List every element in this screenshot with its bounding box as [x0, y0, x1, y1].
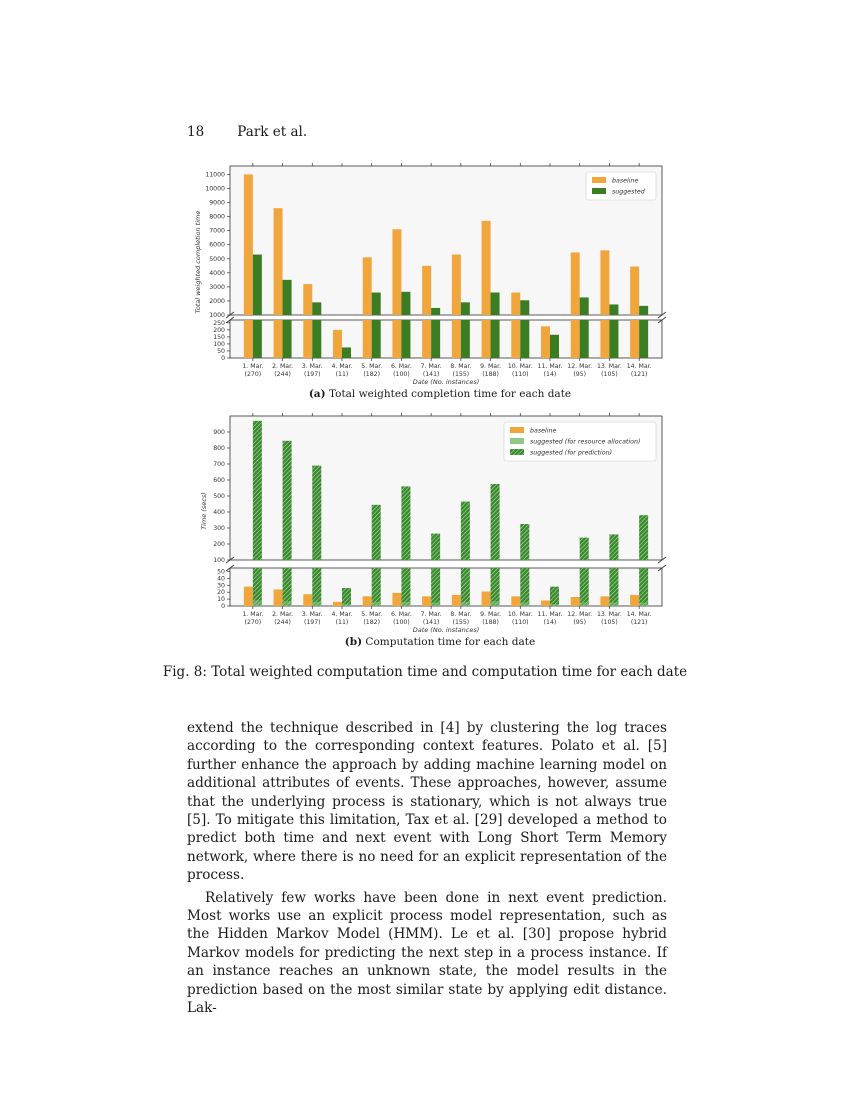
bar-suggested-prediction [372, 568, 381, 606]
x-tick-instances: (244) [274, 619, 291, 626]
bar-baseline [392, 320, 401, 358]
y-tick-label: 600 [213, 477, 225, 484]
bar-suggested-resource [312, 602, 321, 606]
bar-suggested [312, 320, 321, 358]
x-tick-instances: (105) [601, 371, 618, 378]
bar-suggested-prediction [431, 568, 440, 606]
x-tick-label: 9. Mar. [480, 363, 502, 370]
bar-suggested [431, 308, 440, 315]
bar-suggested [372, 320, 381, 358]
paragraph-1: extend the technique described in [4] by clustering the log traces according to the corresponding context features. Polato et al. [5] further enhance the approach by adding machine learning model on additional attributes of events. These approaches, however, assume that the underlying process is stationary, which is not always true [5]. To mitigate this limitation, Tax et al. [29] developed a method to predict both time and next event with Long Short Term Memory network, where there is no need for an explicit representation of the process. [187, 720, 667, 884]
x-tick-label: 7. Mar. [420, 611, 442, 618]
y-tick-label: 40 [217, 575, 225, 583]
bar-baseline [600, 320, 609, 358]
x-tick-instances: (110) [511, 371, 529, 378]
bar-suggested [461, 302, 470, 315]
bar-suggested-prediction [312, 466, 321, 560]
y-tick-label: 200 [213, 326, 225, 334]
chart-lower-panel [230, 568, 662, 606]
bar-baseline [630, 595, 639, 606]
legend [586, 172, 656, 200]
bar-suggested-resource [431, 603, 440, 606]
chart-lower-panel [230, 320, 662, 358]
x-tick-instances: (110) [511, 619, 529, 626]
bar-baseline [511, 596, 520, 606]
bar-suggested-prediction [639, 515, 648, 560]
y-axis-label: Time (secs) [200, 492, 208, 530]
bar-baseline [630, 320, 639, 358]
legend-swatch [510, 438, 524, 444]
y-tick-label: 8000 [209, 213, 225, 221]
legend-label: suggested (for prediction) [530, 449, 613, 457]
x-tick-label: 10. Mar. [507, 363, 533, 370]
bar-baseline [363, 257, 372, 315]
bar-suggested-prediction [372, 505, 381, 560]
bar-baseline [482, 221, 491, 315]
x-tick-label: 4. Mar. [331, 611, 353, 618]
x-tick-instances: (197) [303, 619, 321, 626]
y-tick-label: 20 [217, 589, 225, 597]
legend-swatch [510, 427, 524, 433]
x-tick-label: 2. Mar. [272, 611, 294, 618]
x-tick-instances: (182) [363, 619, 381, 626]
x-tick-label: 8. Mar. [450, 363, 472, 370]
x-tick-label: 10. Mar. [507, 611, 533, 618]
bar-baseline [541, 600, 550, 606]
running-title: Park et al. [237, 124, 308, 140]
x-tick-instances: (100) [393, 619, 410, 626]
bar-suggested-prediction [342, 588, 351, 606]
y-tick-label: 500 [213, 493, 225, 500]
bar-baseline [511, 320, 520, 358]
y-tick-label: 150 [213, 333, 225, 341]
x-tick-label: 1. Mar. [242, 611, 264, 618]
legend-box [586, 172, 656, 200]
x-tick-instances: (270) [244, 619, 262, 626]
bar-suggested-resource [253, 600, 262, 606]
bar-suggested [372, 293, 381, 315]
x-tick-instances: (105) [601, 619, 618, 626]
bar-baseline [571, 320, 580, 358]
y-tick-label: 2000 [209, 297, 225, 305]
page-header [187, 124, 307, 140]
y-tick-label: 700 [213, 461, 225, 468]
y-tick-label: 50 [217, 347, 225, 355]
bar-suggested-prediction [312, 568, 321, 606]
bar-suggested-prediction [550, 587, 559, 606]
bar-baseline [363, 320, 372, 358]
bar-suggested-prediction [283, 441, 292, 560]
bar-baseline [303, 594, 312, 606]
bar-suggested-prediction [401, 486, 410, 560]
y-axis-label: Total weighted completion time [194, 210, 202, 314]
x-tick-instances: (141) [422, 371, 440, 378]
figure-caption: Fig. 8: Total weighted computation time and computation time for each date [162, 664, 688, 680]
bar-baseline [333, 602, 342, 606]
bar-suggested-prediction [580, 568, 589, 606]
bar-suggested-resource [342, 604, 351, 606]
legend-label: suggested (for resource allocation) [530, 438, 641, 446]
bar-baseline [422, 320, 431, 358]
x-tick-instances: (155) [452, 371, 470, 378]
y-tick-label: 200 [213, 541, 225, 548]
x-tick-instances: (11) [335, 371, 349, 378]
x-tick-instances: (100) [393, 371, 410, 378]
y-tick-label: 3000 [209, 283, 225, 291]
bar-suggested-prediction [431, 534, 440, 560]
y-tick-label: 250 [213, 319, 225, 327]
y-tick-label: 11000 [205, 171, 225, 179]
x-tick-label: 6. Mar. [390, 611, 412, 618]
bar-baseline [363, 596, 372, 606]
y-tick-label: 100 [213, 557, 225, 564]
bar-suggested-prediction [609, 568, 618, 606]
bar-suggested-resource [461, 602, 470, 606]
x-tick-instances: (155) [452, 619, 470, 626]
bar-suggested-resource [639, 603, 648, 606]
y-tick-label: 4000 [209, 269, 225, 277]
x-tick-label: 6. Mar. [390, 363, 412, 370]
x-tick-instances: (188) [482, 371, 499, 378]
legend-label: baseline [530, 427, 557, 435]
y-tick-label: 300 [213, 525, 225, 532]
subfigure-a-label: (a) [308, 388, 326, 400]
bar-suggested-prediction [461, 502, 470, 560]
x-tick-label: 7. Mar. [420, 363, 442, 370]
x-tick-instances: (11) [335, 619, 349, 626]
subfigure-a-caption-text: Total weighted completion time for each date [328, 388, 572, 400]
y-tick-label: 7000 [209, 227, 225, 235]
bar-baseline [600, 250, 609, 315]
bar-suggested [253, 320, 262, 358]
x-tick-label: 4. Mar. [331, 363, 353, 370]
bar-suggested [609, 320, 618, 358]
bar-suggested [520, 300, 529, 315]
bar-suggested [283, 280, 292, 315]
bar-baseline [452, 595, 461, 606]
bar-suggested-prediction [609, 534, 618, 560]
bar-baseline [511, 293, 520, 315]
x-tick-label: 5. Mar. [361, 611, 383, 618]
y-tick-label: 100 [213, 340, 225, 348]
bar-baseline [422, 266, 431, 315]
x-tick-instances: (95) [573, 371, 587, 378]
x-tick-instances: (121) [630, 619, 648, 626]
x-tick-instances: (188) [482, 619, 499, 626]
bar-baseline [274, 320, 283, 358]
bar-suggested [342, 347, 351, 358]
bar-baseline [244, 587, 253, 606]
x-tick-label: 8. Mar. [450, 611, 472, 618]
legend-swatch [592, 188, 606, 194]
chart-b [0, 408, 850, 638]
x-tick-instances: (95) [573, 619, 587, 626]
bar-baseline [482, 320, 491, 358]
bar-baseline [392, 593, 401, 606]
y-tick-label: 0 [221, 355, 225, 362]
y-tick-label: 30 [217, 582, 225, 590]
bar-suggested-resource [520, 603, 529, 606]
page-number: 18 [187, 124, 205, 140]
bar-baseline [630, 267, 639, 315]
x-tick-instances: (197) [303, 371, 321, 378]
bar-suggested [520, 320, 529, 358]
y-tick-label: 10 [217, 596, 225, 604]
bar-baseline [422, 596, 431, 606]
y-tick-label: 9000 [209, 199, 225, 207]
bar-suggested [580, 320, 589, 358]
bar-suggested-prediction [491, 568, 500, 606]
bar-suggested [253, 255, 262, 315]
x-tick-label: 5. Mar. [361, 363, 383, 370]
bar-suggested [401, 320, 410, 358]
bar-baseline [274, 208, 283, 315]
bar-baseline [333, 330, 342, 358]
bar-suggested [491, 320, 500, 358]
y-tick-label: 5000 [209, 255, 225, 263]
legend [504, 422, 656, 461]
bar-suggested-resource [401, 602, 410, 606]
x-tick-instances: (141) [422, 619, 440, 626]
bar-suggested-prediction [580, 538, 589, 560]
bar-baseline [303, 284, 312, 315]
x-tick-instances: (244) [274, 371, 291, 378]
bar-baseline [452, 320, 461, 358]
bar-suggested [431, 320, 440, 358]
body-text [187, 719, 667, 1018]
bar-suggested-prediction [283, 568, 292, 606]
x-tick-label: 14. Mar. [626, 611, 652, 618]
bar-suggested [550, 335, 559, 358]
bar-suggested-prediction [253, 421, 262, 560]
x-tick-label: 12. Mar. [567, 611, 593, 618]
bar-suggested-resource [372, 602, 381, 606]
x-tick-label: 13. Mar. [596, 363, 622, 370]
chart-a [0, 158, 850, 390]
bar-suggested-resource [550, 604, 559, 606]
legend-label: suggested [612, 188, 645, 196]
bar-suggested [639, 306, 648, 315]
bar-baseline [244, 320, 253, 358]
subfigure-b-label: (b) [344, 636, 363, 648]
x-tick-label: 11. Mar. [537, 611, 563, 618]
y-tick-label: 1000 [209, 312, 225, 319]
bar-baseline [274, 589, 283, 606]
y-tick-label: 6000 [209, 241, 225, 249]
x-tick-label: 1. Mar. [242, 363, 264, 370]
x-tick-label: 3. Mar. [301, 363, 323, 370]
bar-suggested-resource [609, 603, 618, 606]
bar-baseline [392, 229, 401, 315]
y-tick-label: 800 [213, 445, 225, 452]
x-axis-label: Date (No. instances) [412, 626, 480, 634]
subfigure-b-caption [0, 636, 850, 648]
y-tick-label: 50 [217, 568, 225, 576]
bar-baseline [482, 591, 491, 606]
x-tick-label: 12. Mar. [567, 363, 593, 370]
x-tick-label: 13. Mar. [596, 611, 622, 618]
x-tick-label: 2. Mar. [272, 363, 294, 370]
bar-baseline [600, 596, 609, 606]
x-tick-label: 3. Mar. [301, 611, 323, 618]
bar-suggested-prediction [520, 524, 529, 560]
x-tick-instances: (14) [543, 371, 557, 378]
bar-suggested [461, 320, 470, 358]
subfigure-b-caption-text: Computation time for each date [365, 636, 536, 648]
y-tick-label: 10000 [205, 185, 225, 193]
x-tick-label: 9. Mar. [480, 611, 502, 618]
x-tick-instances: (182) [363, 371, 381, 378]
bar-baseline [452, 255, 461, 315]
x-tick-instances: (14) [543, 619, 557, 626]
bar-suggested [283, 320, 292, 358]
legend-label: baseline [612, 177, 639, 185]
bar-suggested-prediction [401, 568, 410, 606]
bar-suggested-prediction [491, 484, 500, 560]
bar-suggested [580, 297, 589, 315]
bar-suggested [609, 304, 618, 315]
bar-suggested-resource [580, 603, 589, 606]
bar-suggested-prediction [461, 568, 470, 606]
x-axis-label: Date (No. instances) [412, 378, 480, 386]
bar-suggested-prediction [253, 568, 262, 606]
bar-suggested-prediction [639, 568, 648, 606]
bar-suggested [491, 293, 500, 315]
x-tick-label: 14. Mar. [626, 363, 652, 370]
y-tick-label: 400 [213, 509, 225, 516]
legend-swatch [592, 177, 606, 183]
bar-suggested-prediction [520, 568, 529, 606]
bar-baseline [571, 252, 580, 315]
bar-baseline [244, 174, 253, 315]
bar-suggested-resource [491, 601, 500, 606]
bar-baseline [571, 597, 580, 606]
subfigure-a-caption [0, 388, 850, 400]
y-tick-label: 0 [221, 603, 225, 610]
x-tick-instances: (270) [244, 371, 262, 378]
bar-baseline [541, 326, 550, 358]
bar-suggested [312, 302, 321, 315]
legend-swatch [510, 449, 524, 455]
bar-suggested [639, 320, 648, 358]
bar-suggested [401, 292, 410, 315]
paragraph-2: Relatively few works have been done in next event prediction. Most works use an explicit process model representation, such as the Hidden Markov Model (HMM). Le et al. [30] propose hybrid Markov models for predicting the next step in a process instance. If an instance reaches an unknown state, the model results in the prediction based on the most similar state by applying edit distance. Lak- [187, 889, 667, 1017]
y-tick-label: 900 [213, 429, 225, 436]
bar-suggested-resource [283, 601, 292, 606]
x-tick-label: 11. Mar. [537, 363, 563, 370]
bar-baseline [303, 320, 312, 358]
x-tick-instances: (121) [630, 371, 648, 378]
